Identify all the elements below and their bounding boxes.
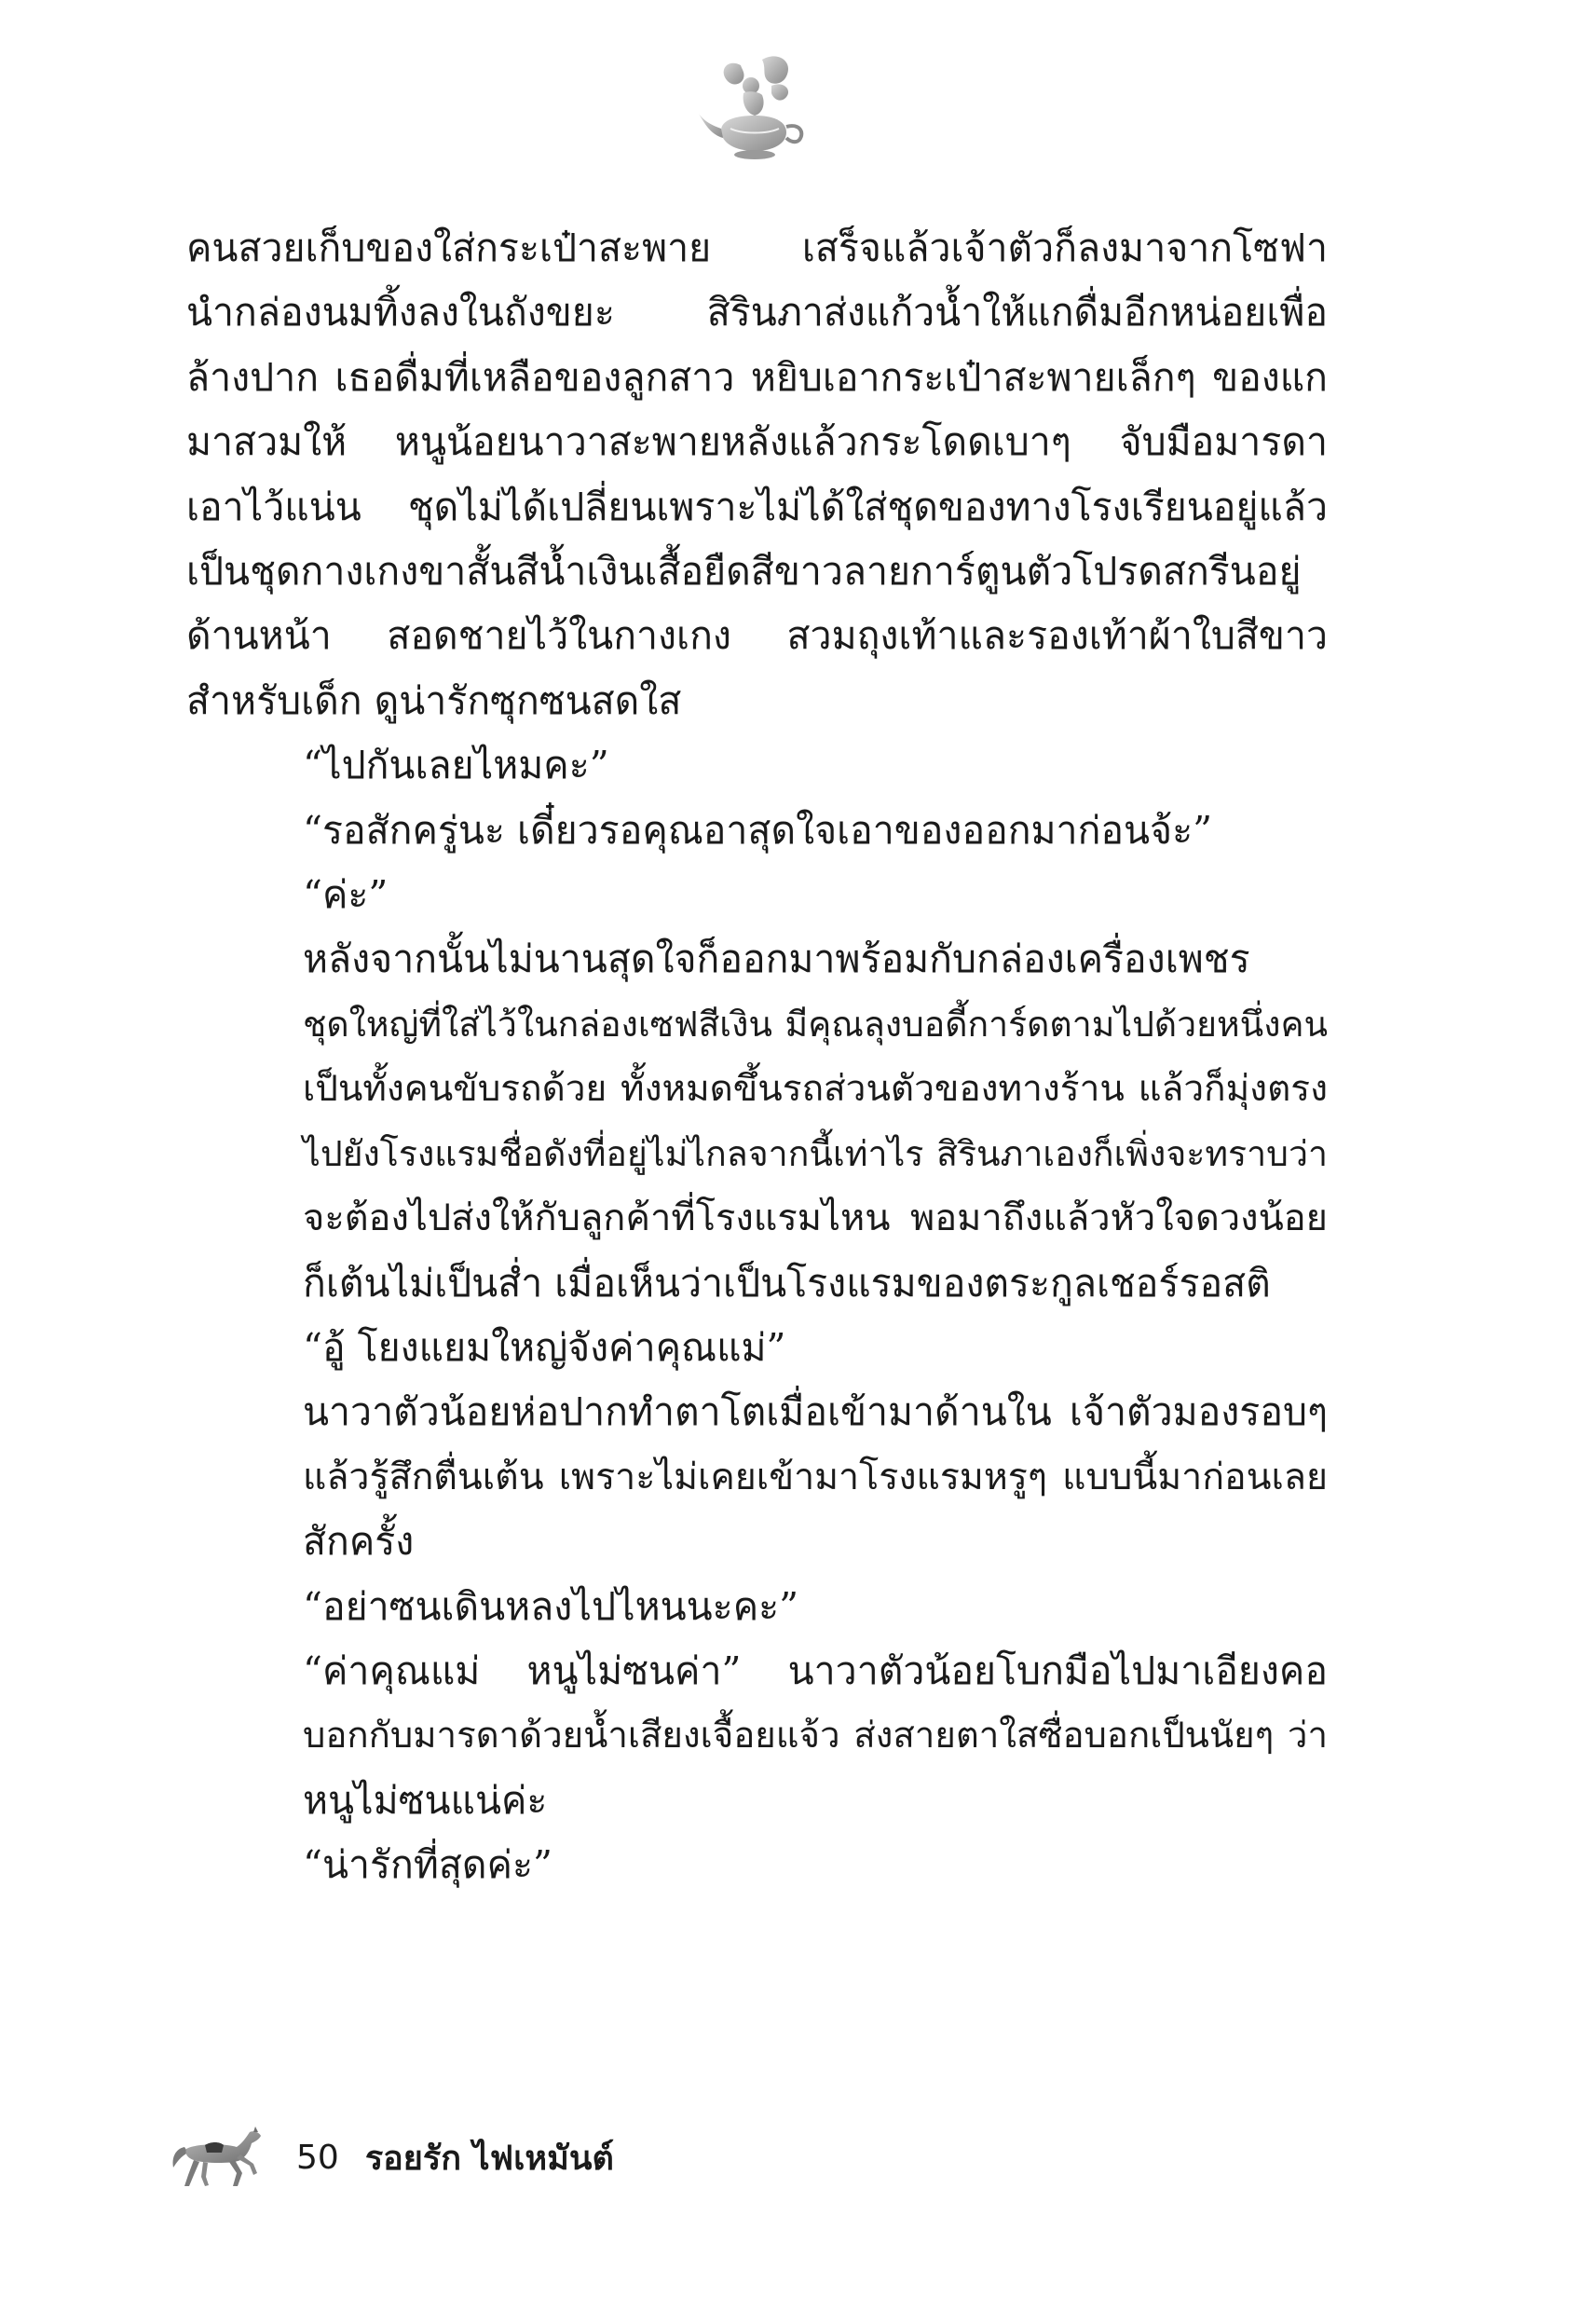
text-line: เอาไว้แน่น ชุดไม่ได้เปลี่ยนเพราะไม่ได้ใส่ชุดของทางโรงเรียนอยู่แล้ว bbox=[186, 484, 1328, 529]
text-line: ก็เต้นไม่เป็นส่ำ เมื่อเห็นว่าเป็นโรงแรมของตระกูลเชอร์รอสติ bbox=[303, 1260, 1271, 1306]
paragraph bbox=[186, 863, 1328, 927]
page-number: 50 bbox=[296, 2138, 339, 2177]
text-line: คนสวยเก็บของใส่กระเป๋าสะพาย เสร็จแล้วเจ้าตัวก็ลงมาจากโซฟา bbox=[186, 226, 1328, 270]
text-line: บอกกับมารดาด้วยน้ำเสียงเจื้อยแจ้ว ส่งสายตาใสซื่อบอกเป็นนัยๆ ว่า bbox=[303, 1715, 1328, 1757]
text-line: เป็นทั้งคนขับรถด้วย ทั้งหมดขึ้นรถส่วนตัวของทางร้าน แล้วก็มุ่งตรง bbox=[303, 1068, 1328, 1111]
text-line: เป็นชุดกางเกงขาสั้นสีน้ำเงินเสื้อยืดสีขาวลายการ์ตูนตัวโปรดสกรีนอยู่ bbox=[186, 549, 1302, 595]
text-line: หลังจากนั้นไม่นานสุดใจก็ออกมาพร้อมกับกล่องเครื่องเพชร bbox=[303, 937, 1250, 982]
text-line: สักครั้ง bbox=[303, 1519, 415, 1565]
text-line: “รอสักครู่นะ เดี๋ยวรอคุณอาสุดใจเอาของออกมาก่อนจ้ะ” bbox=[303, 807, 1213, 853]
paragraph bbox=[186, 1316, 1328, 1380]
text-line: ชุดใหญ่ที่ใส่ไว้ในกล่องเซฟสีเงิน มีคุณลุงบอดี้การ์ดตามไปด้วยหนึ่งคน bbox=[303, 1003, 1328, 1045]
text-line: มาสวมให้ หนูน้อยนาวาสะพายหลังแล้วกระโดดเบาๆ จับมือมารดา bbox=[186, 419, 1328, 465]
text-line: นำกล่องนมทิ้งลงในถังขยะ สิรินภาส่งแก้วน้ำให้แกดื่มอีกหน่อยเพื่อ bbox=[186, 290, 1328, 335]
text-line: “ค่าคุณแม่ หนูไม่ซนค่า” นาวาตัวน้อยโบกมือไปมาเอียงคอ bbox=[303, 1648, 1328, 1693]
text-line: “ไปกันเลยไหมคะ” bbox=[303, 743, 609, 788]
text-line: ไปยังโรงแรมชื่อดังที่อยู่ไม่ไกลจากนี้เท่าไร สิรินภาเองก็เพิ่งจะทราบว่า bbox=[303, 1132, 1328, 1174]
text-line: “อู้ โยงแยมใหญ่จังค่าคุณแม่” bbox=[303, 1324, 786, 1370]
paragraph bbox=[186, 927, 1328, 1315]
text-line: “น่ารักที่สุดค่ะ” bbox=[303, 1842, 552, 1888]
paragraph bbox=[186, 1833, 1328, 1897]
paragraph bbox=[186, 1575, 1328, 1639]
horse-icon bbox=[168, 2125, 270, 2190]
text-line: ด้านหน้า สอดชายไว้ในกางเกง สวมถุงเท้าและรองเท้าผ้าใบสีขาว bbox=[186, 613, 1328, 659]
text-line: สำหรับเด็ก ดูน่ารักซุกซนสดใส bbox=[186, 677, 682, 723]
page-footer bbox=[168, 2125, 614, 2190]
text-line: “ค่ะ” bbox=[303, 872, 389, 918]
paragraph bbox=[186, 1380, 1328, 1574]
paragraph bbox=[186, 1639, 1328, 1833]
text-line: “อย่าซนเดินหลงไปไหนนะคะ” bbox=[303, 1583, 799, 1629]
text-line: นาวาตัวน้อยห่อปากทำตาโตเมื่อเข้ามาด้านใน เจ้าตัวมองรอบๆ bbox=[303, 1389, 1328, 1435]
text-line: ล้างปาก เธอดื่มที่เหลือของลูกสาว หยิบเอากระเป๋าสะพายเล็กๆ ของแก bbox=[186, 354, 1328, 400]
paragraph bbox=[186, 799, 1328, 863]
text-line: แล้วรู้สึกตื่นเต้น เพราะไม่เคยเข้ามาโรงแรมหรูๆ แบบนี้มาก่อนเลย bbox=[303, 1456, 1328, 1498]
paragraph bbox=[186, 216, 1328, 733]
paragraph bbox=[186, 733, 1328, 798]
cupid-teapot-ornament-icon bbox=[689, 48, 820, 179]
book-title: รอยรัก ไฟเหมันต์ bbox=[364, 2139, 614, 2178]
body-text bbox=[186, 216, 1328, 1898]
text-line: จะต้องไปส่งให้กับลูกค้าที่โรงแรมไหน พอมาถึงแล้วหัวใจดวงน้อย bbox=[303, 1197, 1328, 1240]
text-line: หนูไม่ซนแน่ค่ะ bbox=[303, 1777, 548, 1823]
